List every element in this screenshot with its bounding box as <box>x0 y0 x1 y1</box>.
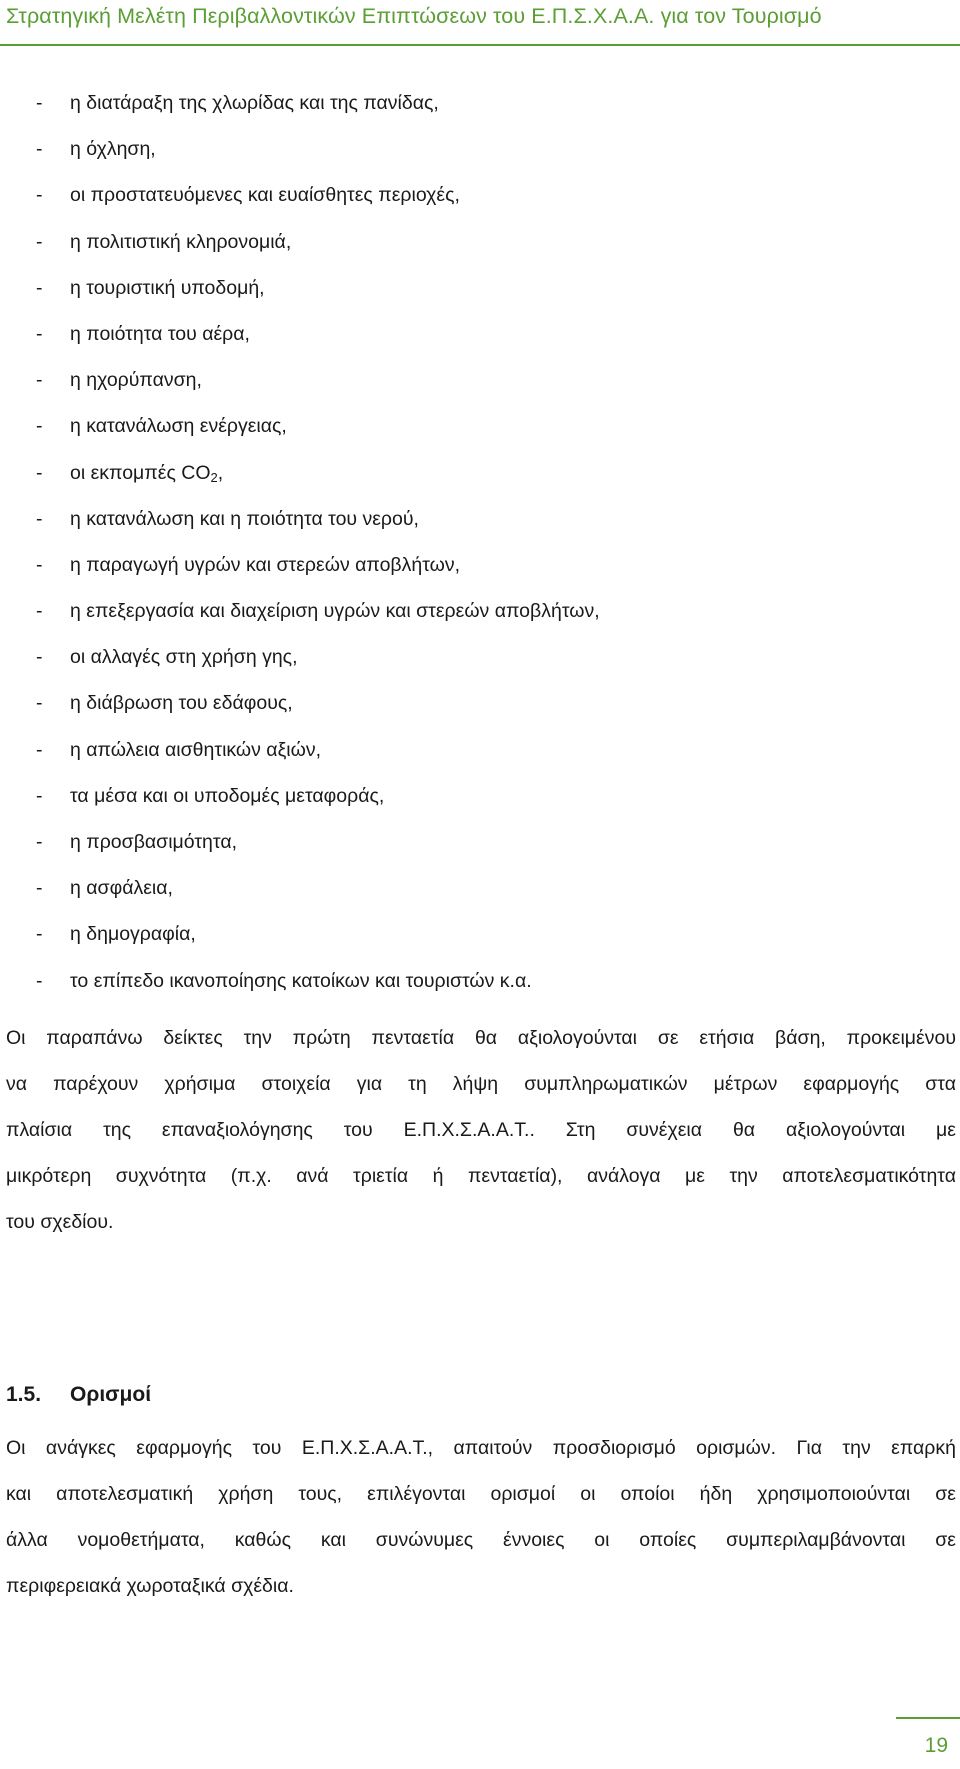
list-dash: - <box>36 923 43 946</box>
list-item-text <box>70 450 223 496</box>
list-dash: - <box>36 415 43 438</box>
paragraph-line: άλλα νομοθετήματα, καθώς και συνώνυμες έννοιες οι οποίες συμπεριλαμβάνονται σε <box>6 1529 956 1551</box>
list-item-text: οι αλλαγές στη χρήση γης, <box>70 646 298 669</box>
list-dash: - <box>36 369 43 392</box>
co2-suffix: , <box>217 461 224 484</box>
list-item-text: η τουριστική υποδομή, <box>70 276 265 299</box>
footer-divider <box>896 1717 960 1719</box>
list-item-text: τα μέσα και οι υποδομές μεταφοράς, <box>70 784 385 807</box>
paragraph-line: μικρότερη συχνότητα (π.χ. ανά τριετία ή πενταετία), ανάλογα με την αποτελεσματικότητα <box>6 1165 956 1187</box>
list-item-text: η απώλεια αισθητικών αξιών, <box>70 738 322 761</box>
paragraph-line: πλαίσια της επαναξιολόγησης του Ε.Π.Χ.Σ.Α.Α.Τ.. Στη συνέχεια θα αξιολογούνται με <box>6 1119 956 1141</box>
list-dash: - <box>36 92 43 114</box>
list-item-text: η πολιτιστική κληρονομιά, <box>70 230 292 253</box>
list-item-text: η ασφάλεια, <box>70 877 173 900</box>
section-heading <box>6 1383 151 1407</box>
list-dash: - <box>36 646 43 669</box>
list-dash: - <box>36 969 43 992</box>
list-dash: - <box>36 831 43 853</box>
header-divider <box>0 44 960 46</box>
co2-prefix: οι εκπομπές CO <box>70 461 211 484</box>
list-item-text: η διατάραξη της χλωρίδας και της πανίδας, <box>70 92 439 114</box>
list-item-text: η ποιότητα του αέρα, <box>70 322 250 345</box>
list-dash: - <box>36 738 43 761</box>
paragraph-line: Οι παραπάνω δείκτες την πρώτη πενταετία θα αξιολογούνται σε ετήσια βάση, προκειμένου <box>6 1027 956 1049</box>
definitions-paragraph <box>6 1425 956 1609</box>
page-number: 19 <box>924 1734 948 1757</box>
paragraph-line: και αποτελεσματική χρήση τους, επιλέγονται ορισμοί οι οποίοι ήδη χρησιμοποιούνται σε <box>6 1483 956 1505</box>
evaluation-paragraph <box>6 1015 956 1245</box>
list-dash: - <box>36 784 43 807</box>
list-item-text: η κατανάλωση και η ποιότητα του νερού, <box>70 507 419 530</box>
list-dash: - <box>36 230 43 253</box>
list-item-text: η προσβασιμότητα, <box>70 831 238 853</box>
paragraph-line: Οι ανάγκες εφαρμογής του Ε.Π.Χ.Σ.Α.Α.Τ., απαιτούν προσδιορισμό ορισμών. Για την επαρκή <box>6 1437 956 1459</box>
list-item-text: η διάβρωση του εδάφους, <box>70 692 293 715</box>
section-number: 1.5. <box>6 1383 42 1406</box>
section-title: Ορισμοί <box>70 1383 152 1406</box>
list-item-text: η επεξεργασία και διαχείριση υγρών και στερεών αποβλήτων, <box>70 600 600 623</box>
list-dash: - <box>36 877 43 900</box>
co2-subscript: 2 <box>210 469 218 485</box>
list-dash: - <box>36 184 43 207</box>
list-dash: - <box>36 276 43 299</box>
paragraph-line: περιφερειακά χωροταξικά σχέδια. <box>6 1575 294 1597</box>
list-dash: - <box>36 138 43 161</box>
list-item-text: η δημογραφία, <box>70 923 196 946</box>
list-dash: - <box>36 553 43 576</box>
list-dash: - <box>36 507 43 530</box>
list-item-text: οι προστατευόμενες και ευαίσθητες περιοχές, <box>70 184 460 207</box>
list-dash: - <box>36 461 43 484</box>
paragraph-line: του σχεδίου. <box>6 1211 114 1233</box>
running-header: Στρατηγική Μελέτη Περιβαλλοντικών Επιπτώσεων του Ε.Π.Σ.Χ.Α.Α. για τον Τουρισμό <box>6 4 822 28</box>
list-dash: - <box>36 322 43 345</box>
list-item-text: το επίπεδο ικανοποίησης κατοίκων και τουριστών κ.α. <box>70 969 532 992</box>
list-item-text: η ηχορύπανση, <box>70 369 202 392</box>
list-item-text: η όχληση, <box>70 138 156 161</box>
list-item-text: η κατανάλωση ενέργειας, <box>70 415 287 438</box>
list-item-text: η παραγωγή υγρών και στερεών αποβλήτων, <box>70 553 461 576</box>
list-dash: - <box>36 692 43 715</box>
paragraph-line: να παρέχουν χρήσιμα στοιχεία για τη λήψη συμπληρωματικών μέτρων εφαρμογής στα <box>6 1073 956 1095</box>
list-dash: - <box>36 600 43 623</box>
